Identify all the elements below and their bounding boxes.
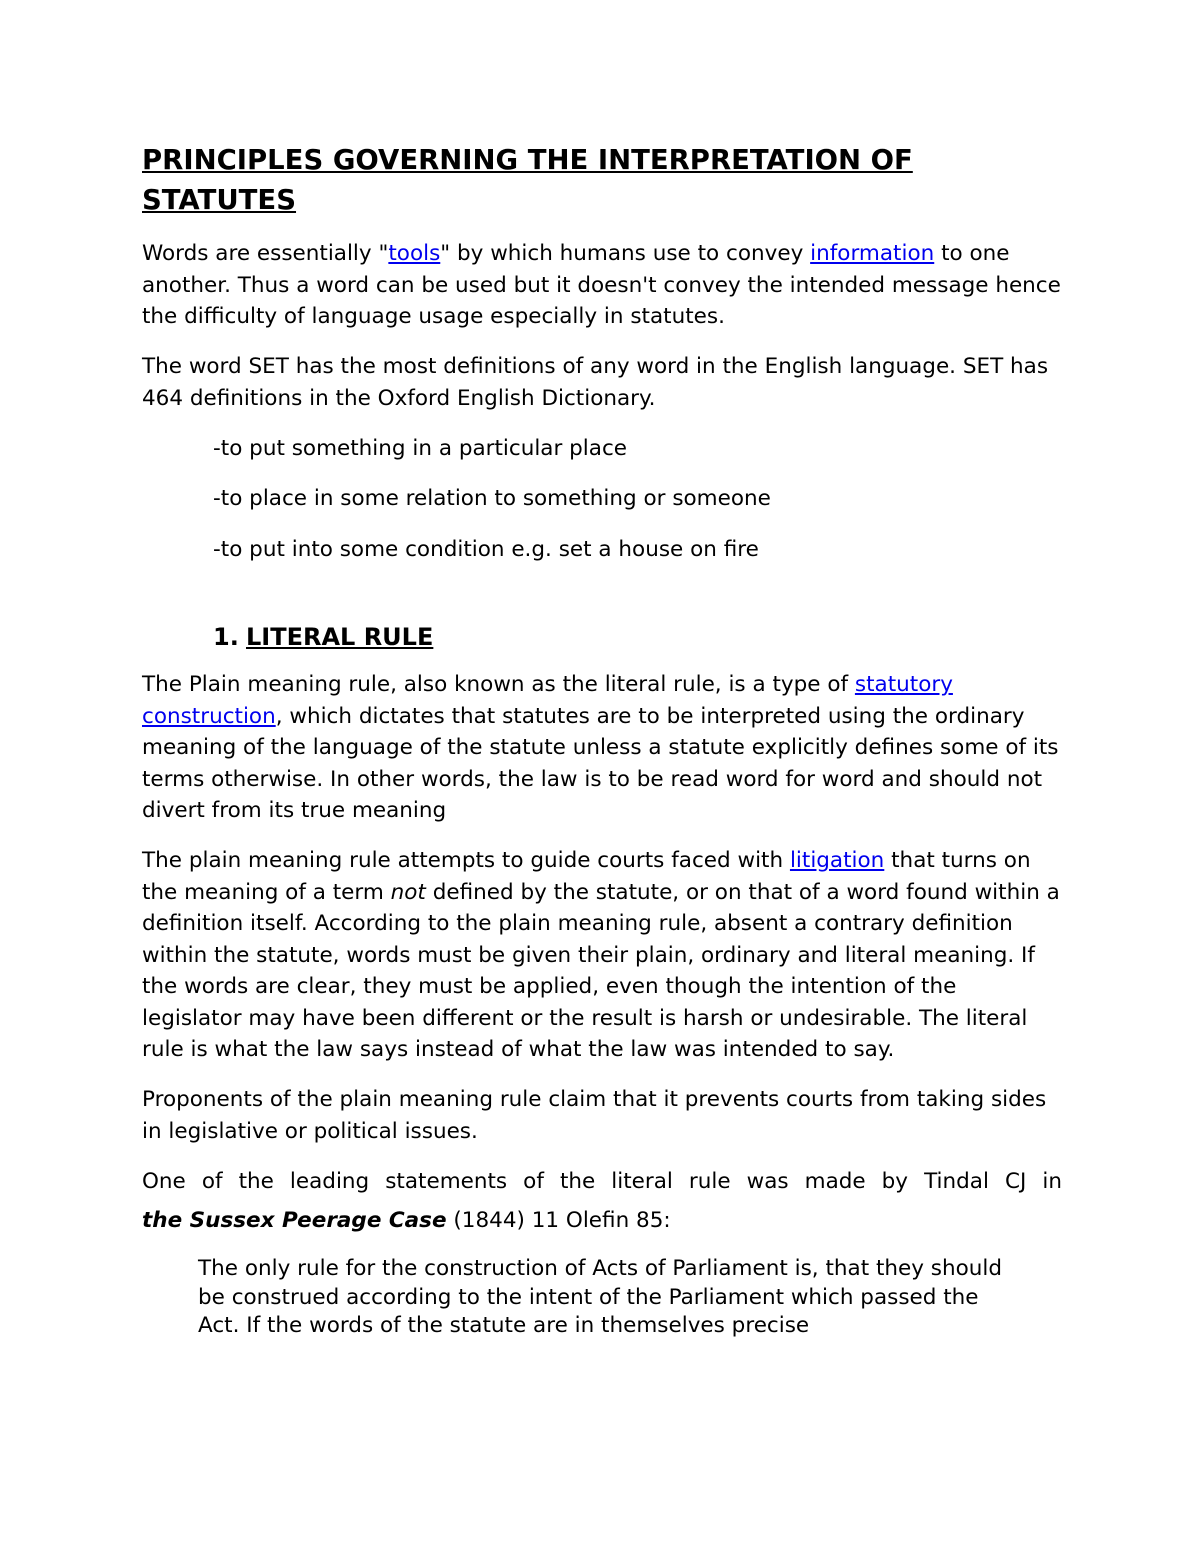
section-heading-text: LITERAL RULE — [246, 623, 434, 651]
intro-paragraph — [142, 238, 1062, 333]
case-citation-line — [142, 1205, 1062, 1237]
intro-text-2: " by which humans use to convey — [440, 241, 811, 266]
literal-rule-paragraph — [142, 669, 1062, 827]
plain-meaning-paragraph — [142, 845, 1062, 1066]
definition-item: -to place in some relation to something or someone — [213, 486, 771, 511]
plain-text-2: that turns on the meaning of a term — [142, 848, 1031, 905]
emphasis-not: not — [390, 879, 426, 905]
information-link[interactable]: information — [810, 241, 935, 266]
section-number: 1. — [213, 623, 239, 651]
intro-text-1: Words are essentially " — [142, 241, 389, 266]
tindal-paragraph: One of the leading statements of the literal rule was made by Tindal CJ in — [142, 1168, 1062, 1194]
litigation-link[interactable]: litigation — [789, 848, 885, 873]
intro-text-3: to one another. Thus a word can be used but it doesn't convey the intended message hence the difficulty of language usage especially in statutes. — [142, 241, 1061, 329]
proponents-paragraph: Proponents of the plain meaning rule claim that it prevents courts from taking sides in legislative or political issues. — [142, 1087, 1047, 1144]
literal-text-2: , which dictates that statutes are to be interpreted using the ordinary meaning of the language of the statute unless a statute explicitly defines some of its terms otherwise. In other words, the law is to be read word for word and should not divert from its true meaning — [142, 703, 1059, 823]
plain-text-3: defined by the statute, or on that of a word found within a definition itself. According to the plain meaning rule, absent a contrary definition within the statute, words must be given their plain, ordinary and literal meaning. If the words are clear, they must be applied, even though the intention of the legislator may have been different or the result is harsh or undesirable. The literal rule is what the law says instead of what the law was intended to say. — [142, 879, 1060, 1062]
case-citation: (1844) 11 Olefin 85: — [446, 1208, 671, 1233]
statutory-construction-link[interactable]: statutory construction — [142, 672, 953, 729]
literal-text-1: The Plain meaning rule, also known as the literal rule, is a type of — [142, 672, 855, 697]
section-heading — [213, 620, 1062, 654]
plain-text-1: The plain meaning rule attempts to guide courts faced with — [142, 848, 790, 873]
tools-link[interactable]: tools — [388, 241, 441, 266]
document-page — [142, 140, 1062, 1359]
document-title: PRINCIPLES GOVERNING THE INTERPRETATION OF STATUTES — [142, 144, 913, 216]
definition-item: -to put something in a particular place — [213, 435, 628, 461]
set-paragraph: The word SET has the most definitions of any word in the English language. SET has 464 definitions in the Oxford English Dictionary. — [142, 354, 1049, 411]
quote-block: The only rule for the construction of Acts of Parliament is, that they should be construed according to the intent of the Parliament which passed the Act. If the words of the statute are in themselves precise — [198, 1256, 1003, 1338]
definition-item: -to put into some condition e.g. set a house on fire — [213, 536, 759, 562]
case-name: the Sussex Peerage Case — [142, 1208, 447, 1233]
